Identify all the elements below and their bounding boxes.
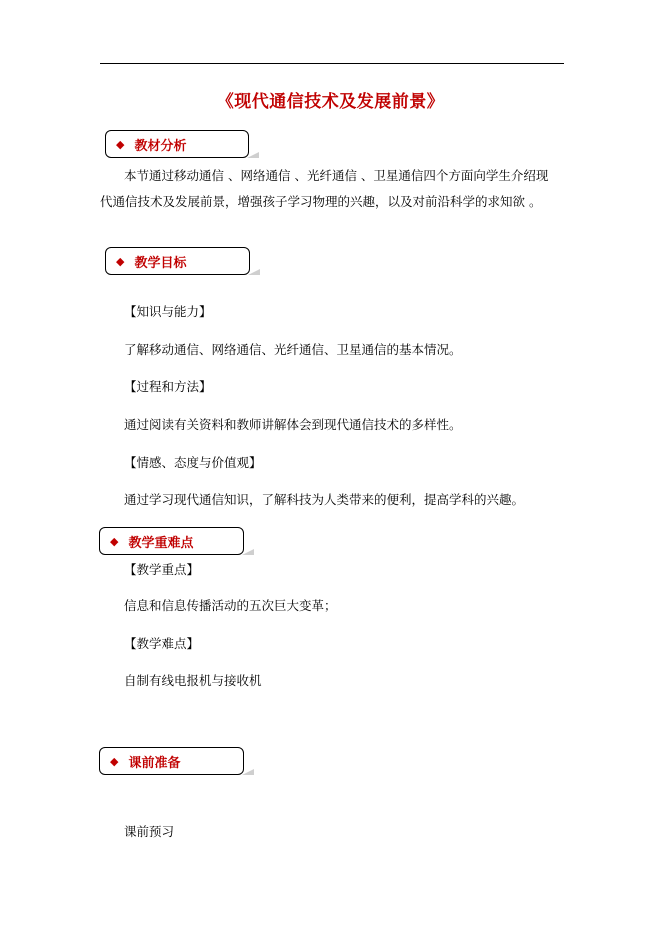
- section-label: 教学目标: [134, 255, 187, 271]
- process-heading: 【过程和方法】: [124, 379, 212, 394]
- header-rule: [100, 63, 564, 64]
- section-label: 教材分析: [134, 138, 187, 154]
- section-header-keypoints: [99, 527, 244, 555]
- analysis-line-1: 本节通过移动通信 、网络通信 、光纤通信 、卫星通信四个方面向学生介绍现: [124, 168, 549, 183]
- diamond-bullet-icon: ◆: [110, 754, 119, 768]
- section-header-prep: [99, 747, 244, 775]
- emotion-text: 通过学习现代通信知识，了解科技为人类带来的便利，提高学科的兴趣。: [124, 492, 525, 507]
- knowledge-heading: 【知识与能力】: [124, 304, 212, 319]
- section-label: 课前准备: [128, 755, 181, 771]
- focus-text: 信息和信息传播活动的五次巨大变革；: [124, 598, 337, 613]
- section-header-goals: [105, 247, 250, 275]
- box-shadow-decoration: [242, 769, 254, 775]
- box-shadow-decoration: [248, 269, 260, 275]
- knowledge-text: 了解移动通信、网络通信、光纤通信、卫星通信的基本情况。: [124, 342, 462, 357]
- diamond-bullet-icon: ◆: [116, 137, 125, 151]
- section-label: 教学重难点: [128, 535, 194, 551]
- difficulty-heading: 【教学难点】: [124, 636, 200, 651]
- process-text: 通过阅读有关资料和教师讲解体会到现代通信技术的多样性。: [124, 417, 462, 432]
- box-shadow-decoration: [242, 549, 254, 555]
- box-shadow-decoration: [247, 152, 259, 158]
- focus-heading: 【教学重点】: [124, 562, 200, 577]
- diamond-bullet-icon: ◆: [110, 534, 119, 548]
- difficulty-text: 自制有线电报机与接收机: [124, 673, 262, 688]
- document-title: 《现代通信技术及发展前景》: [216, 92, 445, 112]
- section-header-analysis: [105, 130, 249, 158]
- analysis-line-2: 代通信技术及发展前景，增强孩子学习物理的兴趣，以及对前沿科学的求知欲 。: [100, 194, 542, 209]
- prep-text: 课前预习: [124, 824, 175, 839]
- emotion-heading: 【情感、态度与价值观】: [124, 455, 262, 470]
- diamond-bullet-icon: ◆: [116, 254, 125, 268]
